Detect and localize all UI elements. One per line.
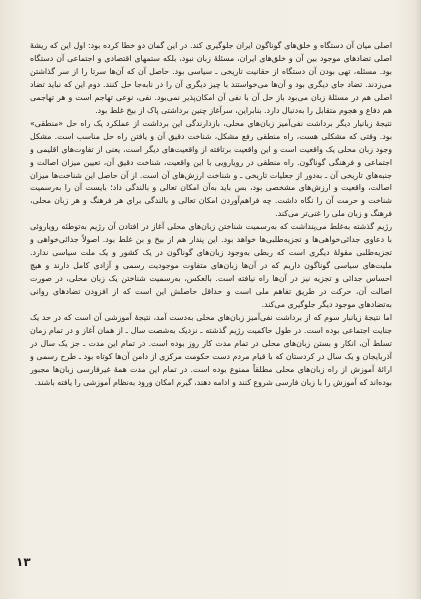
paragraph-4: اما نتیجهٔ زیانبار سوم که از برداشت نفی‌آمیز زبان‌های محلی به‌دست آمد، نتیجهٔ آموزشی آن است که در حد یک جنایت اجتماعی بوده است. در طول حاکمیت رژیم گذشته ـ نزدیک به‌شصت سال ـ از همان آغاز و در تمام زمان تسلط آن، انکار و بستن زبان‌های محلی در تمام مدت کار روز بوده است. در تمام این مدت ـ جز یک سال در آذربایجان و یک سال در کردستان که با قیام مردم دست حکومت مرکزی از دامن آن‌ها کوتاه بود ـ طرح رسمی و ارائهٔ آموزش از راه زبان‌های محلی مطلقاً ممنوع بوده است. در تمام این مدت همهٔ غیرفارسی زبان‌ها مجبور بوده‌اند که آموزش را با زبان فارسی شروع کنند و ادامه دهند، گیرم امکان ورود به‌نظام آموزشی را یافته باشند. [30,313,392,387]
paragraph-3: رژیم گذشته به‌غلط می‌پنداشت که به‌رسمیت شناختن زبان‌های محلی آغاز در افتادن آن رژیم به‌توطئه رویاروئی با دعاوی جدائی‌خواهی‌ها و تجزیه‌طلبی‌ها خواهد بود. این پندار هم از بیخ و بن غلط بود. اصولاً جدائی‌خواهی و تجزیه‌طلبی مقولهٔ دیگری است که ربطی به‌وجود زبان‌های گوناگون در یک کشور و یک ملت سیاسی ندارد. ملیت‌های سیاسی گوناگون داریم که در آن‌ها زبان‌های متفاوت موجودیت رسمی و آزادی کامل دارند و هیچ احساس جدائی و تجزیه نیز در آن‌ها راه نیافته است. بالعکس، به‌رسمیت شناختن یک زبان محلی، در صورت اصالت آن، حرکت در طریق تفاهم ملی است و حداقل حاصلش این است که از افزودن تضادهای روانی به‌تضادهای موجود دیگر جلوگیری می‌کند. [30,222,392,310]
page-number: ۱۳ [16,555,31,569]
body-text [30,40,392,568]
paragraph-2: نتیجهٔ زبانیار دیگر برداشت نفی‌آمیز زبان‌های محلی، بازدارندگی این برداشت از عملکرد یک راه حل «منطقی» بود. وقتی که مشکلی هست، راه منطقی رفع مشکل، شناخت دقیق آن و یافتن راه حل مناسب است. مشکل وجود زبان محلی یک واقعیت است و این واقعیت برتافته از واقعیت‌های دیگر است، یعنی از تفاوت‌های اقلیمی و اجتماعی و فرهنگی گوناگون. راه منطقی در رویارویی با این واقعیت، شناخت دقیق آن، تعیین میزان اصالت و جنبه‌های تاریخی آن ـ به‌دور از جعلیات تاریخی ـ و شناخت ارزش‌های آن است. از آن حاصل این شناخت‌ها میزان اصالت، واقعیت و ارزش‌های مشخصی بود، بس باید به‌آن امکان تعالی و بالندگی داد؛ بایست آن را به‌رسمیت شناخت و حرمت آن را نگاه داشت. چه فراهم‌آوردن امکان تعالی و بالندگی برای هر فرهنگ و هر زبان محلی، فرهنگ و زبان ملی را غنی‌تر می‌کند. [30,118,392,219]
paragraph-1: اصلی میان آن دستگاه و خلق‌های گوناگون ایران جلوگیری کند. در این گمان دو خطا کرده بود: اول این که ریشهٔ اصلی تضادهای موجود بین آن و خلق‌های ایران، مسئلهٔ زبان نبود، بلکه ستمهای اقتصادی و اجتماعی آن دستگاه بود. مسئله، تهی بودن آن دستگاه از حقانیت تاریخی ـ سیاسی بود. حاصل آن که آن‌ها سرتا را از سر گذاشتن می‌زدند. تضاد جای دیگری بود و آن‌ها می‌خواستند با چیز دیگری آن را در نابه‌جا حل کنند. دوم این که نباید تضاد اصلی هم در مسئلهٔ زبان می‌بود باز حل آن با نفی آن امکان‌پذیر نمی‌بود. نفی، نوعی تهاجم است و هر تهاجمی هم دفاع و هجوم متقابل را به‌دنبال دارد. بنابراین، سرآغاز چنین برداشتی پاک از بیخ غلط بود. [30,41,392,115]
page-edge-shadow [415,0,421,599]
